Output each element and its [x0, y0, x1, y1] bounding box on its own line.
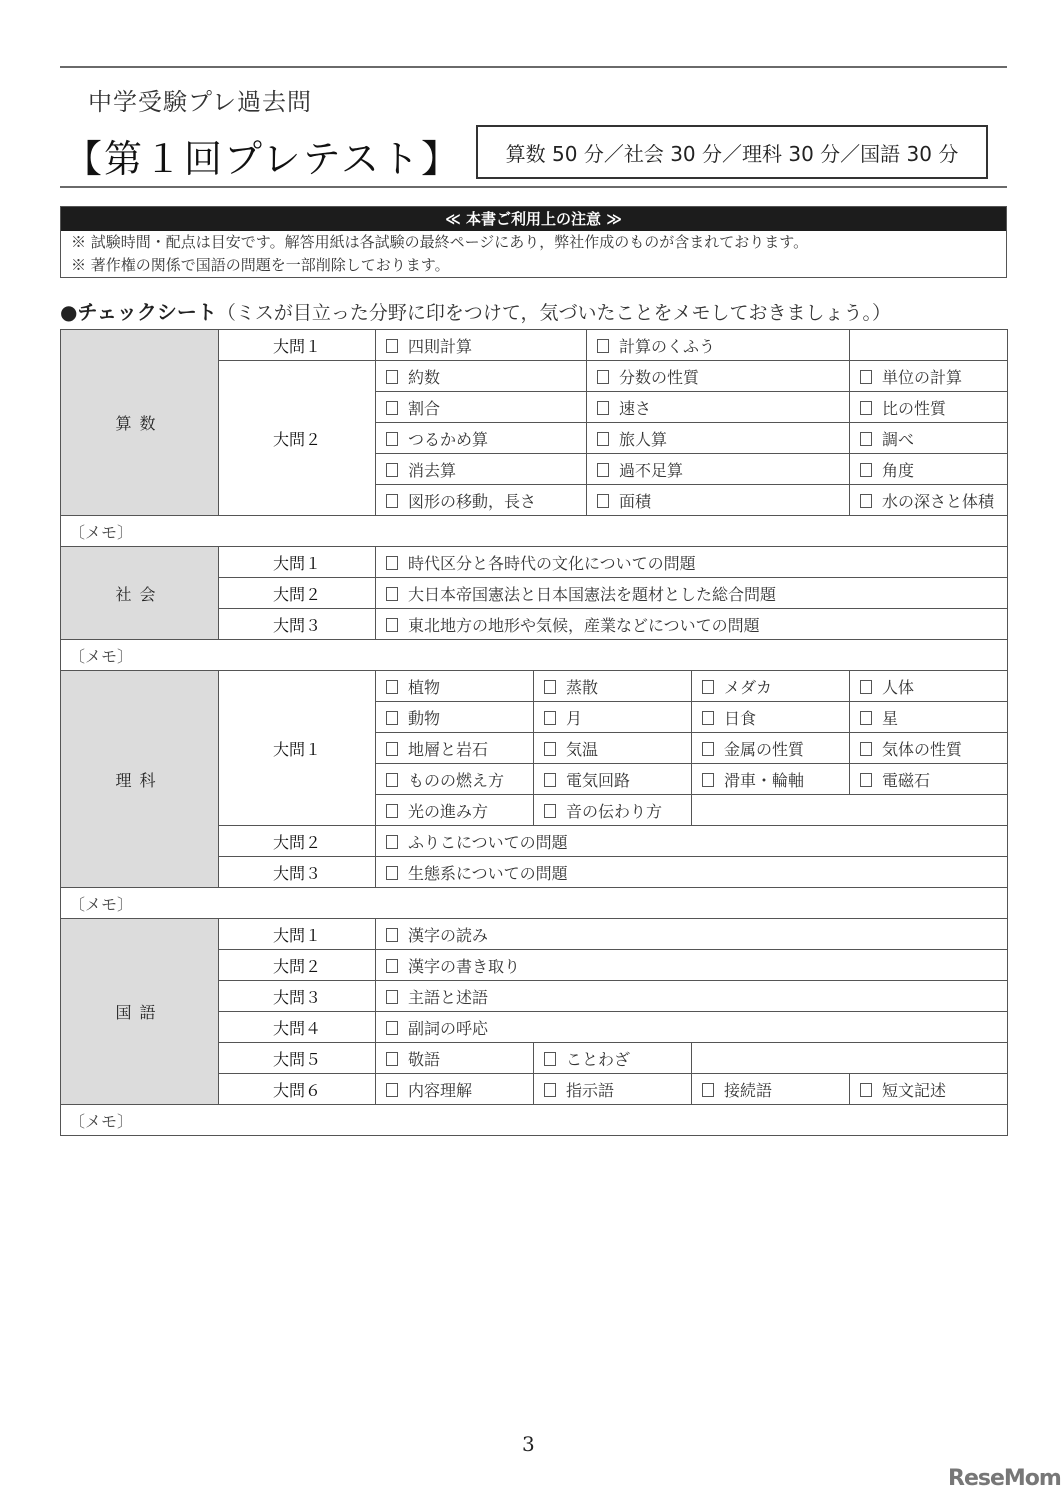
checkbox-icon[interactable]: [386, 1021, 398, 1035]
checkbox-icon[interactable]: [386, 866, 398, 880]
usage-notice: [60, 206, 1007, 278]
checkbox-icon[interactable]: [386, 370, 398, 384]
checksheet-title: ●チェックシート: [60, 300, 217, 324]
memo-label: 〔メモ〕: [69, 1111, 134, 1131]
checkbox-icon[interactable]: [544, 773, 556, 787]
checkbox-item[interactable]: 割合: [376, 392, 587, 423]
checkbox-icon[interactable]: [386, 463, 398, 477]
checkbox-item[interactable]: 月: [534, 702, 692, 733]
checkbox-icon[interactable]: [386, 494, 398, 508]
checkbox-icon[interactable]: [386, 680, 398, 694]
checkbox-item[interactable]: 指示語: [534, 1074, 692, 1105]
memo-label: 〔メモ〕: [69, 646, 134, 666]
checkbox-item[interactable]: 四則計算: [376, 330, 587, 361]
memo-area-social[interactable]: [61, 640, 1008, 671]
daimon-label: 大問１: [219, 919, 376, 950]
checkbox-item[interactable]: 気体の性質: [850, 733, 1008, 764]
checkbox-item[interactable]: 電磁石: [850, 764, 1008, 795]
table-row: [61, 671, 1008, 702]
daimon-label: 大問２: [219, 361, 376, 516]
checkbox-icon[interactable]: [386, 587, 398, 601]
checkbox-icon[interactable]: [597, 339, 609, 353]
checkbox-item[interactable]: ふりこについての問題: [376, 826, 1008, 857]
checkbox-icon[interactable]: [860, 401, 872, 415]
checkbox-icon[interactable]: [386, 339, 398, 353]
notice-heading: ≪ 本書ご利用上の注意 ≫: [61, 207, 1006, 231]
checkbox-icon[interactable]: [386, 990, 398, 1004]
checkbox-item[interactable]: 生態系についての問題: [376, 857, 1008, 888]
page-title: 【第１回プレテスト】: [64, 137, 461, 181]
memo-label: 〔メモ〕: [69, 522, 134, 542]
checkbox-icon[interactable]: [386, 401, 398, 415]
checkbox-icon[interactable]: [544, 711, 556, 725]
daimon-label: 大問１: [219, 671, 376, 826]
checkbox-item[interactable]: 金属の性質: [692, 733, 850, 764]
checkbox-item[interactable]: 比の性質: [850, 392, 1008, 423]
memo-row: [61, 640, 1008, 671]
checksheet-instruction: （ミスが目立った分野に印をつけて，気づいたことをメモしておきましょう。）: [216, 302, 891, 324]
checkbox-item[interactable]: ことわざ: [534, 1043, 692, 1074]
daimon-label: 大問３: [219, 609, 376, 640]
checkbox-icon[interactable]: [386, 959, 398, 973]
daimon-label: 大問３: [219, 981, 376, 1012]
subject-social: 社会: [61, 547, 219, 640]
checkbox-icon[interactable]: [597, 401, 609, 415]
checkbox-item[interactable]: 星: [850, 702, 1008, 733]
checkbox-item[interactable]: 副詞の呼応: [376, 1012, 1008, 1043]
checkbox-icon[interactable]: [544, 1083, 556, 1097]
daimon-label: 大問２: [219, 950, 376, 981]
daimon-label: 大問４: [219, 1012, 376, 1043]
checkbox-item[interactable]: 約数: [376, 361, 587, 392]
daimon-label: 大問６: [219, 1074, 376, 1105]
checkbox-item[interactable]: 日食: [692, 702, 850, 733]
checkbox-icon[interactable]: [702, 711, 714, 725]
checkbox-icon[interactable]: [702, 742, 714, 756]
checkbox-item[interactable]: メダカ: [692, 671, 850, 702]
subject-science: 理科: [61, 671, 219, 888]
checkbox-icon[interactable]: [597, 370, 609, 384]
checkbox-item[interactable]: 気温: [534, 733, 692, 764]
checkbox-icon[interactable]: [860, 711, 872, 725]
checkbox-item[interactable]: 分数の性質: [587, 361, 850, 392]
table-row: [61, 919, 1008, 950]
resemom-logo: ReseMom: [948, 1466, 1061, 1491]
checkbox-icon[interactable]: [702, 680, 714, 694]
checkbox-icon[interactable]: [597, 494, 609, 508]
daimon-label: 大問２: [219, 578, 376, 609]
checkbox-item[interactable]: 光の進み方: [376, 795, 534, 826]
checkbox-item[interactable]: 敬語: [376, 1043, 534, 1074]
subject-japanese: 国語: [61, 919, 219, 1105]
checkbox-item[interactable]: 過不足算: [587, 454, 850, 485]
page-number: 3: [522, 1432, 535, 1456]
checkbox-item[interactable]: 旅人算: [587, 423, 850, 454]
checkbox-icon[interactable]: [860, 680, 872, 694]
checkbox-icon[interactable]: [386, 711, 398, 725]
checkbox-item[interactable]: 計算のくふう: [587, 330, 850, 361]
checkbox-icon[interactable]: [544, 680, 556, 694]
checkbox-item[interactable]: 動物: [376, 702, 534, 733]
checkbox-icon[interactable]: [860, 494, 872, 508]
checkbox-icon[interactable]: [386, 432, 398, 446]
checksheet-heading: [60, 296, 891, 325]
checkbox-icon[interactable]: [386, 928, 398, 942]
memo-label: 〔メモ〕: [69, 894, 134, 914]
checkbox-item[interactable]: ものの燃え方: [376, 764, 534, 795]
check-sheet-table: [60, 329, 1008, 1136]
daimon-label: 大問５: [219, 1043, 376, 1074]
checkbox-item[interactable]: 蒸散: [534, 671, 692, 702]
checkbox-item[interactable]: 水の深さと体積: [850, 485, 1008, 516]
checkbox-item[interactable]: 接続語: [692, 1074, 850, 1105]
daimon-label: 大問２: [219, 826, 376, 857]
checkbox-item[interactable]: 植物: [376, 671, 534, 702]
checkbox-item[interactable]: 主語と述語: [376, 981, 1008, 1012]
table-row: [61, 547, 1008, 578]
checkbox-item[interactable]: 調べ: [850, 423, 1008, 454]
checkbox-icon[interactable]: [702, 773, 714, 787]
checkbox-icon[interactable]: [386, 804, 398, 818]
checkbox-item[interactable]: 短文記述: [850, 1074, 1008, 1105]
checkbox-item[interactable]: 電気回路: [534, 764, 692, 795]
checkbox-item[interactable]: 図形の移動，長さ: [376, 485, 587, 516]
daimon-label: 大問１: [219, 547, 376, 578]
checkbox-icon[interactable]: [860, 370, 872, 384]
memo-row: [61, 1105, 1008, 1136]
memo-row: [61, 516, 1008, 547]
checkbox-item[interactable]: 速さ: [587, 392, 850, 423]
empty-cell: [692, 795, 1008, 826]
checkbox-item[interactable]: 東北地方の地形や気候，産業などについての問題: [376, 609, 1008, 640]
table-row: [61, 330, 1008, 361]
checkbox-item[interactable]: つるかめ算: [376, 423, 587, 454]
checkbox-item[interactable]: 大日本帝国憲法と日本国憲法を題材とした総合問題: [376, 578, 1008, 609]
checkbox-item[interactable]: 単位の計算: [850, 361, 1008, 392]
empty-cell: [692, 1043, 1008, 1074]
checkbox-icon[interactable]: [860, 432, 872, 446]
checkbox-item[interactable]: 音の伝わり方: [534, 795, 692, 826]
checkbox-icon[interactable]: [860, 463, 872, 477]
series-title: 中学受験プレ過去問: [88, 88, 313, 116]
checkbox-item[interactable]: 面積: [587, 485, 850, 516]
checkbox-icon[interactable]: [702, 1083, 714, 1097]
memo-area-japanese[interactable]: [61, 1105, 1008, 1136]
checkbox-icon[interactable]: [386, 835, 398, 849]
notice-line: ※ 著作権の関係で国語の問題を一部削除しております。: [71, 256, 450, 274]
subject-math: 算数: [61, 330, 219, 516]
checkbox-icon[interactable]: [597, 463, 609, 477]
memo-row: [61, 888, 1008, 919]
checkbox-icon[interactable]: [386, 618, 398, 632]
checkbox-item[interactable]: 時代区分と各時代の文化についての問題: [376, 547, 1008, 578]
checkbox-icon[interactable]: [860, 773, 872, 787]
checkbox-item[interactable]: 人体: [850, 671, 1008, 702]
checkbox-item[interactable]: 消去算: [376, 454, 587, 485]
checkbox-icon[interactable]: [597, 432, 609, 446]
checkbox-item[interactable]: 滑車・輪軸: [692, 764, 850, 795]
checkbox-icon[interactable]: [544, 1052, 556, 1066]
checkbox-icon[interactable]: [860, 742, 872, 756]
notice-line: ※ 試験時間・配点は目安です。解答用紙は各試験の最終ページにあり，弊社作成のものが含まれております。: [71, 233, 809, 251]
checkbox-icon[interactable]: [544, 804, 556, 818]
checkbox-icon[interactable]: [386, 773, 398, 787]
empty-cell: [850, 330, 1008, 361]
checkbox-icon[interactable]: [386, 742, 398, 756]
exam-times-box: 算数 50 分／社会 30 分／理科 30 分／国語 30 分: [476, 125, 988, 179]
checkbox-item[interactable]: 地層と岩石: [376, 733, 534, 764]
checkbox-icon[interactable]: [386, 1083, 398, 1097]
checkbox-item[interactable]: 漢字の読み: [376, 919, 1008, 950]
daimon-label: 大問１: [219, 330, 376, 361]
checkbox-icon[interactable]: [544, 742, 556, 756]
checkbox-icon[interactable]: [386, 556, 398, 570]
memo-area-science[interactable]: [61, 888, 1008, 919]
daimon-label: 大問３: [219, 857, 376, 888]
top-rule: [60, 66, 1007, 68]
memo-area-math[interactable]: [61, 516, 1008, 547]
checkbox-icon[interactable]: [386, 1052, 398, 1066]
header-rule: [60, 186, 1007, 188]
checkbox-item[interactable]: 角度: [850, 454, 1008, 485]
checkbox-item[interactable]: 漢字の書き取り: [376, 950, 1008, 981]
checkbox-item[interactable]: 内容理解: [376, 1074, 534, 1105]
checkbox-icon[interactable]: [860, 1083, 872, 1097]
